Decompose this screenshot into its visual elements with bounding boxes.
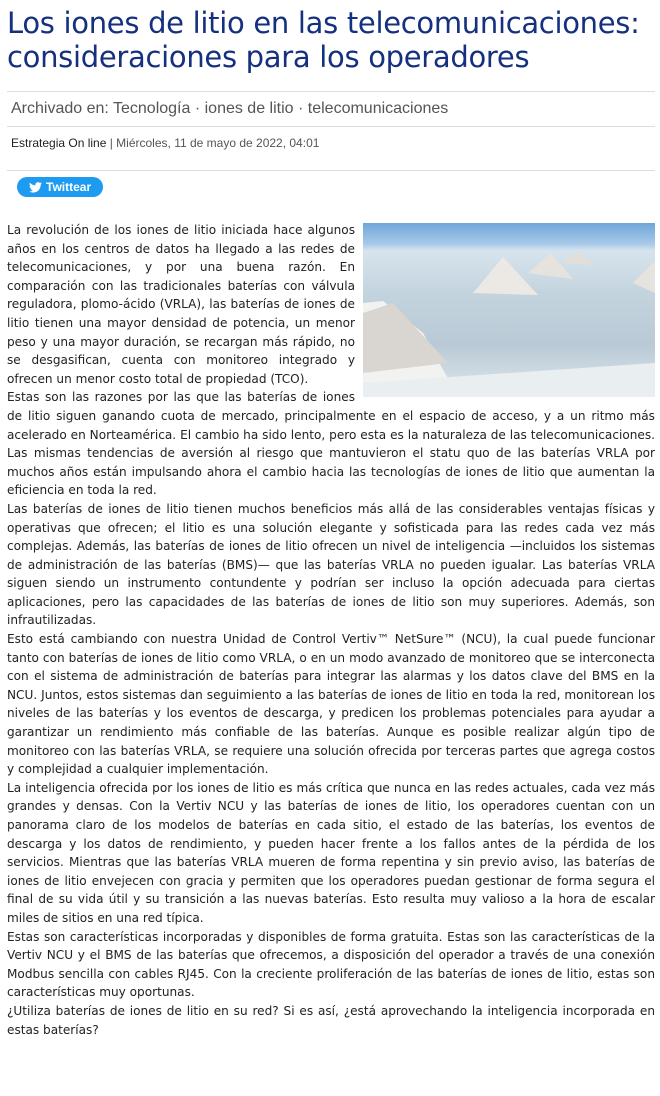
salt-piles-image [363,223,655,397]
twitter-share-label: Twittear [46,180,92,194]
tag-link[interactable]: telecomunicaciones [307,100,449,117]
article-paragraph: La revolución de los iones de litio iniciada hace algunos años en los centros de datos ha llegado a las redes de telecomunicaciones, y por una buena razón. En comparación con las tradicionales baterías con válvula reguladora, plomo-ácido (VRLA), las baterías de iones de litio tienen una mayor densidad de potencia, un menor peso y una mayor duración, se recargan más rápido, no se desgasifican, cuenta con monitoreo integrado y ofrecen un menor costo total de propiedad (TCO). [7,223,355,386]
article-paragraph: Las baterías de iones de litio tienen muchos beneficios más allá de las considerables ventajas físicas y operativas que ofrecen; el litio es una solución elegante y sofisticada para las redes cada vez más complejas. Además, las baterías de iones de litio ofrecen un nivel de inteligencia —incluidos los sistemas de administración de las baterías (BMS)— que las baterías VRLA no pueden igualar. Las baterías VRLA siguen siendo un instrumento contundente y podrían ser incluso la opción adecuada para ciertas aplicaciones, pero las capacidades de las baterías de iones de litio son muy superiores. Además, son infrautilizadas. [7,501,655,628]
article-paragraph: Estas son las razones por las que las baterías de iones de litio siguen ganando cuota de mercado, principalmente en el espacio de acceso, y a un ritmo más acelerado en Norteamérica. El cambio ha sido lento, pero esta es la naturaleza de las telecomunicaciones. Las mismas tendencias de aversión al riesgo que mantuvieron el statu quo de las baterías VRLA por muchos años están impulsando ahora el cambio hacia las tecnologías de iones de litio que aumentan la eficiencia en toda la red. [7,390,655,498]
twitter-share-button[interactable] [17,177,103,197]
byline [7,127,655,171]
article-paragraph: ¿Utiliza baterías de iones de litio en su red? Si es así, ¿está aprovechando la inteligencia incorporada en estas baterías? [7,1003,655,1037]
byline-source: Estrategia On line [11,136,107,150]
page-title: Los iones de litio en las telecomunicaciones: consideraciones para los operadores [7,6,640,74]
tag-separator: · [190,100,205,117]
archived-tags [7,91,655,127]
tag-link[interactable]: Tecnología [113,100,191,117]
article-paragraph: Esto está cambiando con nuestra Unidad de Control Vertiv™ NetSure™ (NCU), la cual puede funcionar tanto con baterías de iones de litio como VRLA, o en un modo avanzado de monitoreo que se interconecta con el sistema de administración de baterías para integrar las alarmas y los datos clave del BMS en la NCU. Juntos, estos sistemas dan seguimiento a las baterías de iones de litio en toda la red, monitorean los niveles de las baterías y los eventos de descarga, y predicen los problemas potenciales para ayudar a garantizar un rendimiento más confiable de las baterías. Aunque es posible realizar algún tipo de monitoreo con las baterías VRLA, se requiere una solución ofrecida por terceras partes que agrega costos y complejidad a cualquier implementación. [7,632,655,777]
twitter-bird-icon [29,182,42,193]
tag-link[interactable]: iones de litio [204,100,294,117]
archived-label: Archivado en: [11,100,109,117]
tag-separator: · [293,100,308,117]
article-paragraph: Estas son características incorporadas y disponibles de forma gratuita. Estas son las características de la Vertiv NCU y el BMS de las baterías que ofrecemos, a disposición del operador a través de una conexión Modbus sencilla con cables RJ45. Con la creciente proliferación de las baterías de iones de litio, estas son características muy oportunas. [7,929,655,1000]
article-paragraph: La inteligencia ofrecida por los iones de litio es más crítica que nunca en las redes actuales, cada vez más grandes y densas. Con la Vertiv NCU y las baterías de iones de litio, los operadores cuentan con un panorama claro de los modelos de baterías en cada sitio, el estado de las baterías, los eventos de descarga y los datos de rendimiento, y pueden hacer frente a los fallos antes de la pérdida de los servicios. Mientras que las baterías VRLA mueren de forma repentina y sin previo aviso, las baterías de iones de litio envejecen con gracia y permiten que los operadores puedan gestionar de forma segura el final de su vida útil y su transición a las nuevas baterías. Esto resulta muy valioso a la hora de escalar miles de sitios en una red típica. [7,780,655,925]
article-body [7,221,655,1039]
byline-date: | Miércoles, 11 de mayo de 2022, 04:01 [106,136,320,150]
salt-flats-photo [363,223,655,397]
